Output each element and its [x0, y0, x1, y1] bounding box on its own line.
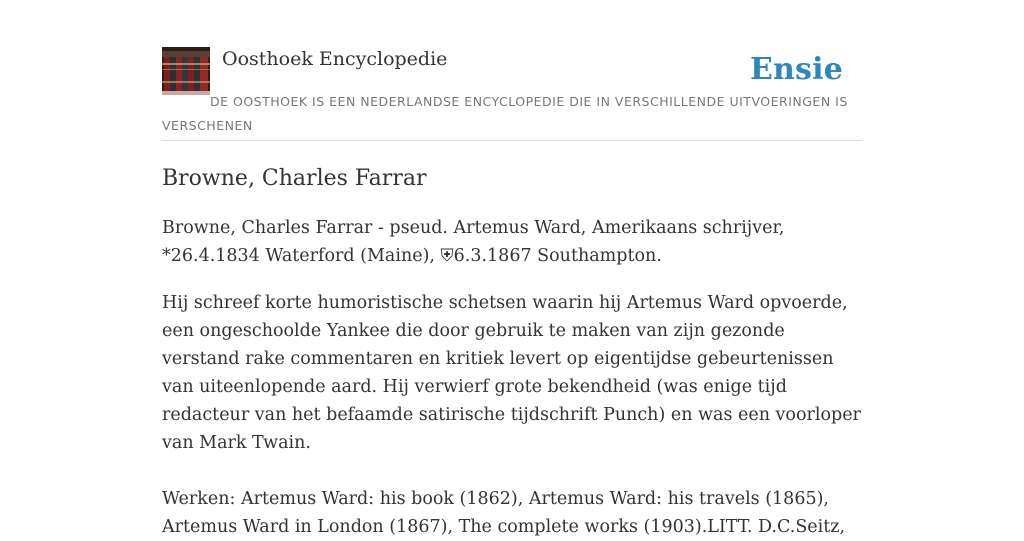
encyclopedia-books-icon[interactable] — [162, 47, 210, 95]
site-header — [162, 44, 862, 141]
article — [162, 160, 862, 541]
site-tagline: DE OOSTHOEK IS EEN NEDERLANDSE ENCYCLOPEDIE DIE IN VERSCHILLENDE UITVOERINGEN IS VERSCHENEN — [162, 94, 848, 133]
article-title: Browne, Charles Farrar — [162, 166, 427, 191]
article-paragraph-intro: Browne, Charles Farrar - pseud. Artemus Ward, Amerikaans schrijver, *26.4.1834 Waterford (Maine), ⛨6.3.1867 Southampton. — [162, 218, 785, 266]
brand-logo-link[interactable]: Ensie — [749, 52, 843, 87]
article-paragraph-works: Werken: Artemus Ward: his book (1862), Artemus Ward: his travels (1865), Artemus Ward in London (1867), The complete works (1903).LITT. D.C.Seitz, — [162, 489, 846, 537]
site-title-link[interactable]: Oosthoek Encyclopedie — [222, 48, 448, 70]
article-paragraph-body: Hij schreef korte humoristische schetsen waarin hij Artemus Ward opvoerde, een ongeschoolde Yankee die door gebruik te maken van zijn gezonde verstand rake commentaren en kritiek levert op eigentijdse gebeurtenissen van uiteenlopende aard. Hij verwierf grote bekendheid (was enige tijd redacteur van het befaamde satirische tijdschrift Punch) en was een voorloper van Mark Twain. — [162, 293, 861, 453]
